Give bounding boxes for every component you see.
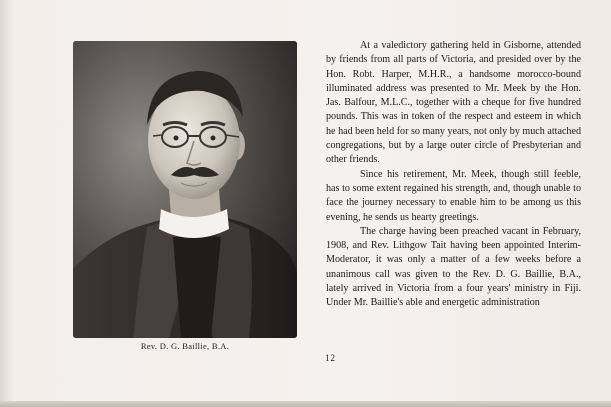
paragraph-charge: The charge having been preached vacant in February, 1908, and Rev. Lithgow Tait having been appointed Interim-Moderator, it was only a matter of a few weeks before a unanimous call was given to the Rev. D. G. Baillie, B.A., lately arrived in Victoria from a four years' ministry in Fiji. Under Mr. Baillie's able and energetic administration [326, 225, 581, 309]
portrait-photo [73, 41, 297, 338]
paragraph-valedictory: At a valedictory gathering held in Gisborne, attended by friends from all parts of Victoria, and presided over by the Hon. Robt. Harper, M.H.R., a handsome morocco-bound illuminated address was presented to Mr. Meek by the Hon. Jas. Balfour, M.L.C., together with a cheque for five hundred pounds. This was in token of the respect and esteem in which he had been held for so many years, not only by much attached congregations, but by a large outer circle of Presbyterian and other friends. [326, 40, 581, 166]
body-text [326, 39, 581, 311]
photo-caption: Rev. D. G. Baillie, B.A. [140, 341, 230, 351]
page-number: 12 [325, 353, 336, 363]
paragraph-retirement: Since his retirement, Mr. Meek, though still feeble, has to some extent regained his strength, and, though unable to face the journey necessary to enable him to be among us this evening, he sends us hearty greetings. [326, 168, 581, 223]
page-edge [0, 401, 611, 407]
